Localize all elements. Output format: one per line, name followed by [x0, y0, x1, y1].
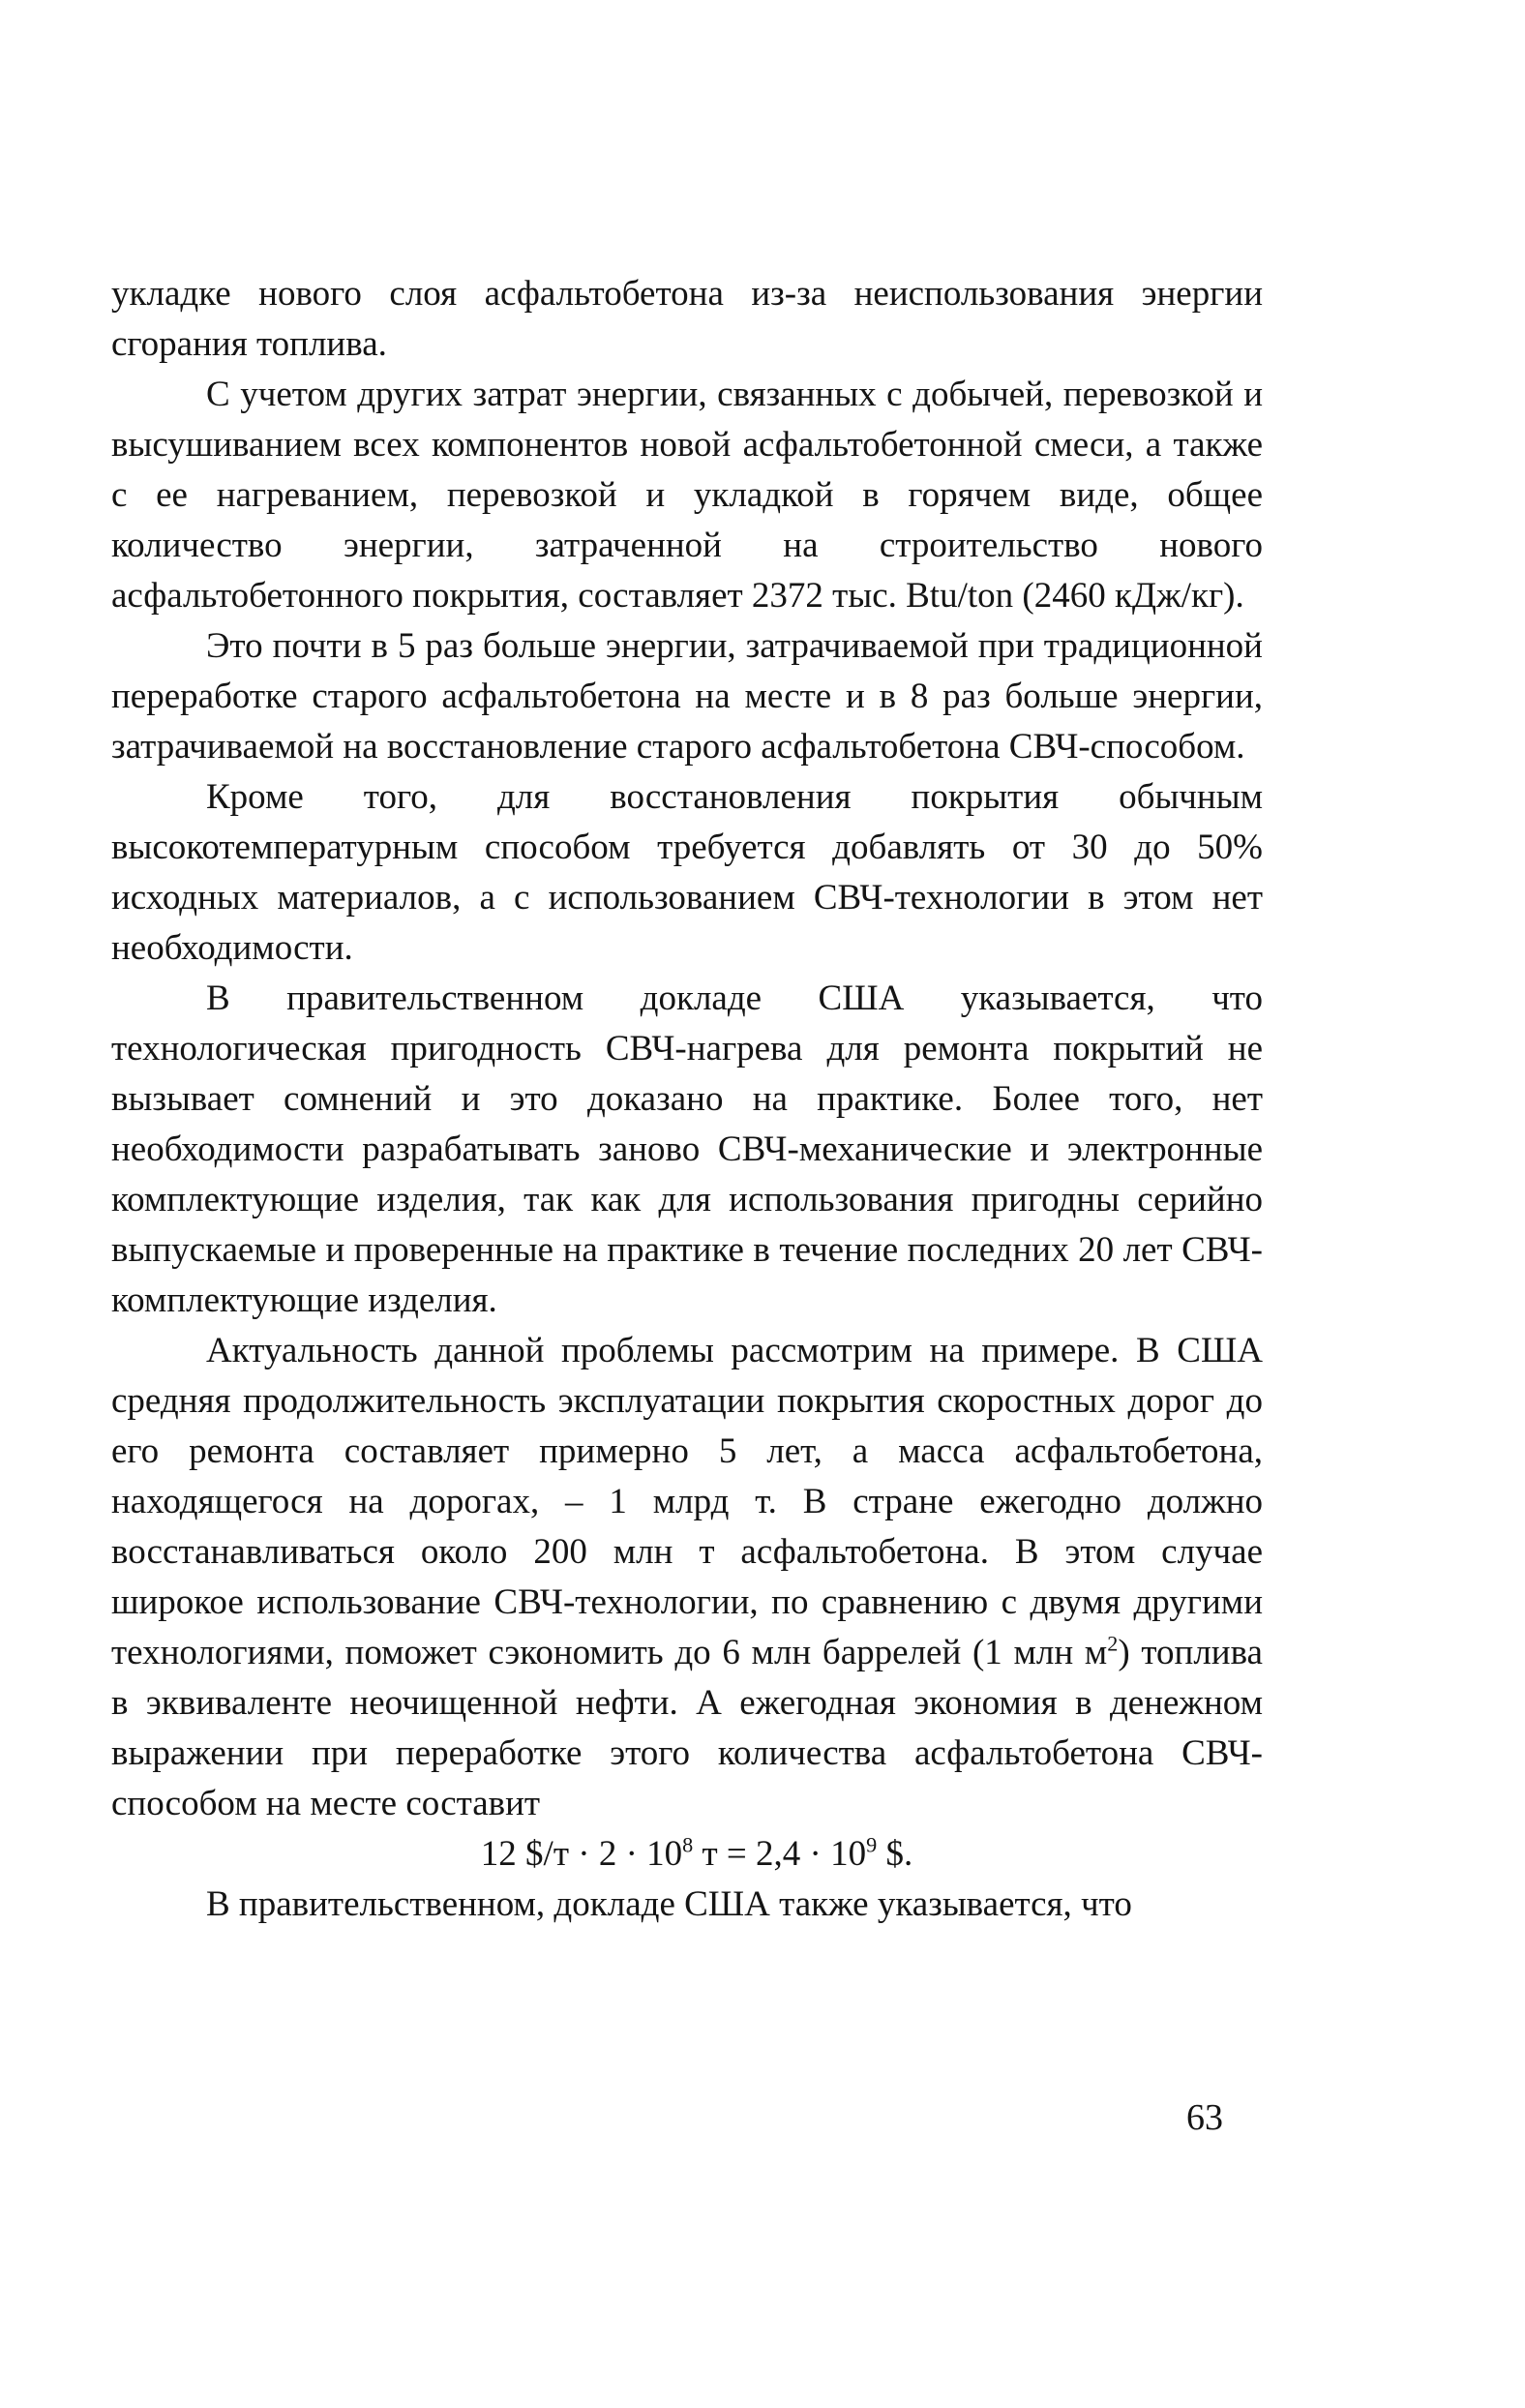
- formula-exponent-2: 9: [866, 1832, 878, 1857]
- formula-part-1: 12 $/т · 2 · 10: [480, 1834, 683, 1874]
- paragraph-6-tail: ) топлива в эквиваленте неочищенной нефти. А ежегодная экономия в денежном выражении при переработке этого количества асфальтобетона СВЧ-способом на месте составит: [111, 1633, 1263, 1823]
- superscript-squared: 2: [1107, 1631, 1119, 1656]
- paragraph-6-text: Актуальность данной проблемы рассмотрим на примере. В США средняя продолжительность эксплуатации покрытия скоростных дорог до его ремонта составляет примерно 5 лет, а масса асфальтобетона, находящегося на дорогах, – 1 млрд т. В стране ежегодно должно восстанавливаться около 200 млн т асфальтобетона. В этом случае широкое использование СВЧ-технологии, по сравнению с двумя другими технологиями, поможет сэкономить до 6 млн баррелей (1 млн м: [111, 1331, 1263, 1672]
- paragraph-6: [111, 1326, 1263, 1829]
- page-body: [111, 269, 1263, 1930]
- paragraph-last: В правительственном, докладе США также указывается, что: [206, 1884, 1132, 1924]
- paragraph-1: укладке нового слоя асфальтобетона из-за неиспользования энергии сгорания топлива.: [111, 274, 1263, 364]
- formula-exponent-1: 8: [682, 1832, 694, 1857]
- formula: [111, 1829, 1263, 1880]
- paragraph-4: Кроме того, для восстановления покрытия обычным высокотемпературным способом требуется добавлять от 30 до 50% исходных материалов, а с использованием СВЧ-технологии в этом нет необходимости.: [111, 777, 1263, 968]
- formula-part-2: т = 2,4 · 10: [693, 1834, 867, 1874]
- paragraph-5: В правительственном докладе США указывается, что технологическая пригодность СВЧ-нагрева для ремонта покрытий не вызывает сомнений и это доказано на практике. Более того, нет необходимости разрабатывать заново СВЧ-механические и электронные комплектующие изделия, так как для использования пригодны серийно выпускаемые и проверенные на практике в течение последних 20 лет СВЧ-комплектующие изделия.: [111, 978, 1263, 1320]
- page-number: 63: [1186, 2097, 1223, 2138]
- formula-part-3: $.: [877, 1834, 913, 1874]
- paragraph-2: С учетом других затрат энергии, связанных с добычей, перевозкой и высушиванием всех компонентов новой асфальтобетонной смеси, а также с ее нагреванием, перевозкой и укладкой в горячем виде, общее количество энергии, затраченной на строительство нового асфальтобетонного покрытия, составляет 2372 тыс. Btu/ton (2460 кДж/кг).: [111, 375, 1263, 616]
- paragraph-3: Это почти в 5 раз больше энергии, затрачиваемой при традиционной переработке старого асфальтобетона на месте и в 8 раз больше энергии, затрачиваемой на восстановление старого асфальтобетона СВЧ-способом.: [111, 626, 1263, 767]
